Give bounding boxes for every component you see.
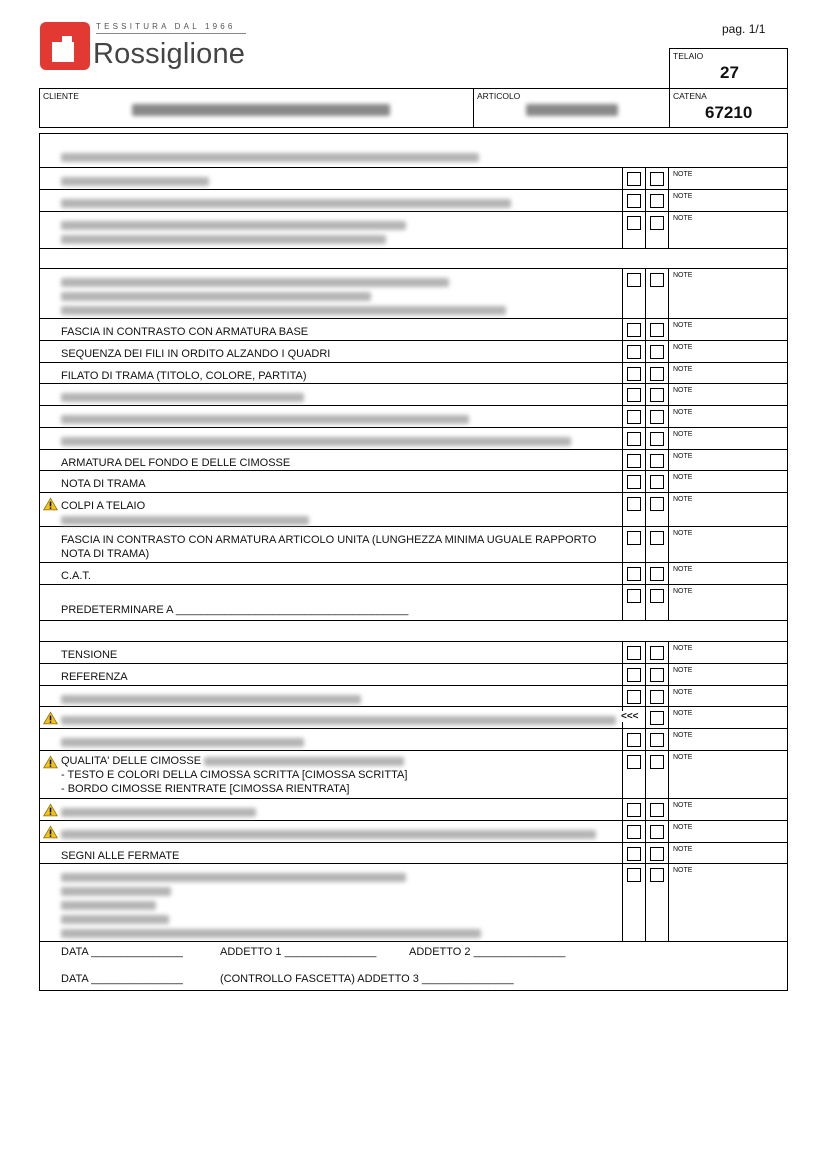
warning-icon (43, 711, 58, 725)
checkbox[interactable] (627, 531, 641, 545)
section-separator (40, 249, 787, 269)
checkbox[interactable] (650, 690, 664, 704)
checkbox[interactable] (650, 388, 664, 402)
checklist-row (40, 585, 787, 621)
note-label: NOTE (673, 667, 693, 674)
checkbox[interactable] (650, 733, 664, 747)
note-label: NOTE (673, 474, 693, 481)
note-label: NOTE (673, 530, 693, 537)
note-label: NOTE (673, 215, 693, 222)
checkbox[interactable] (627, 690, 641, 704)
checklist-row (40, 471, 787, 493)
note-label: NOTE (673, 171, 693, 178)
checklist-row (40, 686, 787, 707)
warning-icon (43, 497, 58, 511)
row-label: PREDETERMINARE A ______________________________________ (61, 604, 409, 616)
checkbox[interactable] (627, 216, 641, 230)
checklist-row (40, 450, 787, 471)
catena-value: 67210 (705, 103, 753, 122)
checkbox[interactable] (627, 589, 641, 603)
checkbox[interactable] (650, 475, 664, 489)
addetto-2-field[interactable]: ADDETTO 2 _______________ (409, 946, 566, 958)
checklist-row (40, 729, 787, 751)
articolo-label: ARTICOLO (477, 91, 521, 101)
note-label: NOTE (673, 366, 693, 373)
telaio-label: TELAIO (673, 51, 704, 61)
cliente-label: CLIENTE (43, 91, 79, 101)
checkbox[interactable] (627, 668, 641, 682)
checkbox[interactable] (650, 172, 664, 186)
row-sublabel: - TESTO E COLORI DELLA CIMOSSA SCRITTA [CIMOSSA SCRITTA] (61, 769, 408, 781)
checkbox[interactable] (627, 847, 641, 861)
logo-tagline: TESSITURA DAL 1966 (96, 22, 236, 31)
addetto-1-field[interactable]: ADDETTO 1 _______________ (220, 946, 377, 958)
checklist-row (40, 212, 787, 249)
checklist-row (40, 707, 787, 729)
checkbox[interactable] (650, 454, 664, 468)
note-label: NOTE (673, 710, 693, 717)
note-label: NOTE (673, 453, 693, 460)
cliente-box (39, 88, 474, 128)
addetto-3-field[interactable]: (CONTROLLO FASCETTA) ADDETTO 3 _______________ (220, 973, 514, 985)
note-label: NOTE (673, 754, 693, 761)
checklist-row (40, 319, 787, 341)
checkbox[interactable] (650, 432, 664, 446)
checkbox[interactable] (650, 194, 664, 208)
checkbox[interactable] (650, 323, 664, 337)
page-number: pag. 1/1 (722, 22, 766, 36)
checklist-row (40, 168, 787, 190)
checkbox[interactable] (627, 567, 641, 581)
checklist-row (40, 664, 787, 686)
checkbox[interactable] (650, 497, 664, 511)
checkbox[interactable] (627, 367, 641, 381)
checkbox[interactable] (650, 345, 664, 359)
arrows-marker: <<< (621, 711, 639, 722)
checkbox[interactable] (627, 194, 641, 208)
checkbox[interactable] (627, 172, 641, 186)
checkbox[interactable] (627, 825, 641, 839)
note-label: NOTE (673, 846, 693, 853)
header-row (40, 134, 787, 168)
note-label: NOTE (673, 272, 693, 279)
checklist-table (39, 133, 788, 991)
checklist-row (40, 406, 787, 428)
checkbox[interactable] (650, 803, 664, 817)
note-label: NOTE (673, 824, 693, 831)
note-label: NOTE (673, 732, 693, 739)
checklist-row (40, 821, 787, 843)
checkbox[interactable] (650, 567, 664, 581)
checkbox[interactable] (627, 410, 641, 424)
checkbox[interactable] (627, 803, 641, 817)
checkbox[interactable] (650, 668, 664, 682)
row-label: FASCIA IN CONTRASTO CON ARMATURA ARTICOLO UNITA (LUNGHEZZA MINIMA UGUALE RAPPORTO (61, 534, 597, 546)
checkbox[interactable] (627, 868, 641, 882)
note-label: NOTE (673, 344, 693, 351)
note-label: NOTE (673, 387, 693, 394)
note-label: NOTE (673, 409, 693, 416)
note-label: NOTE (673, 566, 693, 573)
note-label: NOTE (673, 193, 693, 200)
checkbox[interactable] (650, 711, 664, 725)
date-field-2[interactable]: DATA _______________ (61, 973, 183, 985)
logo-mark-icon (40, 22, 90, 70)
checklist-row (40, 493, 787, 527)
row-label: QUALITA' DELLE CIMOSSE (61, 755, 202, 767)
checklist-row (40, 751, 787, 799)
row-label: COLPI A TELAIO (61, 500, 146, 512)
date-field-1[interactable]: DATA _______________ (61, 946, 183, 958)
telaio-box (669, 48, 788, 89)
checklist-row (40, 190, 787, 212)
note-label: NOTE (673, 496, 693, 503)
articolo-box (473, 88, 670, 128)
section-separator (40, 621, 787, 642)
checklist-row (40, 384, 787, 406)
articolo-redacted (526, 104, 618, 116)
checkbox[interactable] (650, 216, 664, 230)
row-label: NOTA DI TRAMA (61, 478, 146, 490)
catena-label: CATENA (673, 91, 707, 101)
checkbox[interactable] (627, 475, 641, 489)
checklist-row (40, 527, 787, 563)
checkbox[interactable] (627, 755, 641, 769)
row-label: FILATO DI TRAMA (TITOLO, COLORE, PARTITA) (61, 370, 307, 382)
checklist-row (40, 843, 787, 864)
row-label-cont: NOTA DI TRAMA) (61, 548, 150, 560)
note-label: NOTE (673, 867, 693, 874)
row-label: SEQUENZA DEI FILI IN ORDITO ALZANDO I QUADRI (61, 348, 331, 360)
checkbox[interactable] (650, 589, 664, 603)
row-label: ARMATURA DEL FONDO E DELLE CIMOSSE (61, 457, 291, 469)
checkbox[interactable] (650, 868, 664, 882)
checkbox[interactable] (650, 531, 664, 545)
cliente-redacted (132, 104, 390, 116)
checkbox[interactable] (627, 273, 641, 287)
warning-icon (43, 803, 58, 817)
catena-box (669, 88, 788, 128)
row-label: TENSIONE (61, 649, 118, 661)
checkbox[interactable] (627, 345, 641, 359)
checkbox[interactable] (650, 273, 664, 287)
checkbox[interactable] (627, 432, 641, 446)
row-label: SEGNI ALLE FERMATE (61, 850, 180, 862)
company-logo (40, 20, 250, 76)
checkbox[interactable] (650, 847, 664, 861)
note-label: NOTE (673, 802, 693, 809)
row-label: C.A.T. (61, 570, 91, 582)
checkbox[interactable] (650, 825, 664, 839)
checkbox[interactable] (627, 323, 641, 337)
note-label: NOTE (673, 588, 693, 595)
checklist-row (40, 563, 787, 585)
signature-footer (40, 942, 787, 990)
checkbox[interactable] (650, 410, 664, 424)
row-sublabel: - BORDO CIMOSSE RIENTRATE [CIMOSSA RIENTRATA] (61, 783, 350, 795)
checkbox[interactable] (627, 733, 641, 747)
checkbox[interactable] (650, 367, 664, 381)
note-label: NOTE (673, 431, 693, 438)
note-label: NOTE (673, 689, 693, 696)
checkbox[interactable] (650, 755, 664, 769)
checkbox[interactable] (627, 497, 641, 511)
telaio-value: 27 (720, 63, 739, 82)
checklist-row (40, 363, 787, 384)
checkbox[interactable] (627, 646, 641, 660)
checklist-row (40, 642, 787, 664)
checkbox[interactable] (627, 454, 641, 468)
checklist-row (40, 341, 787, 363)
logo-brand-name: Rossiglione (93, 38, 246, 70)
note-label: NOTE (673, 645, 693, 652)
checklist-row (40, 269, 787, 319)
checklist-row (40, 799, 787, 821)
row-label: FASCIA IN CONTRASTO CON ARMATURA BASE (61, 326, 309, 338)
warning-icon (43, 755, 58, 769)
note-label: NOTE (673, 322, 693, 329)
checklist-row (40, 864, 787, 942)
row-label: REFERENZA (61, 671, 128, 683)
checkbox[interactable] (650, 646, 664, 660)
warning-icon (43, 825, 58, 839)
checklist-row (40, 428, 787, 450)
checkbox[interactable] (627, 388, 641, 402)
